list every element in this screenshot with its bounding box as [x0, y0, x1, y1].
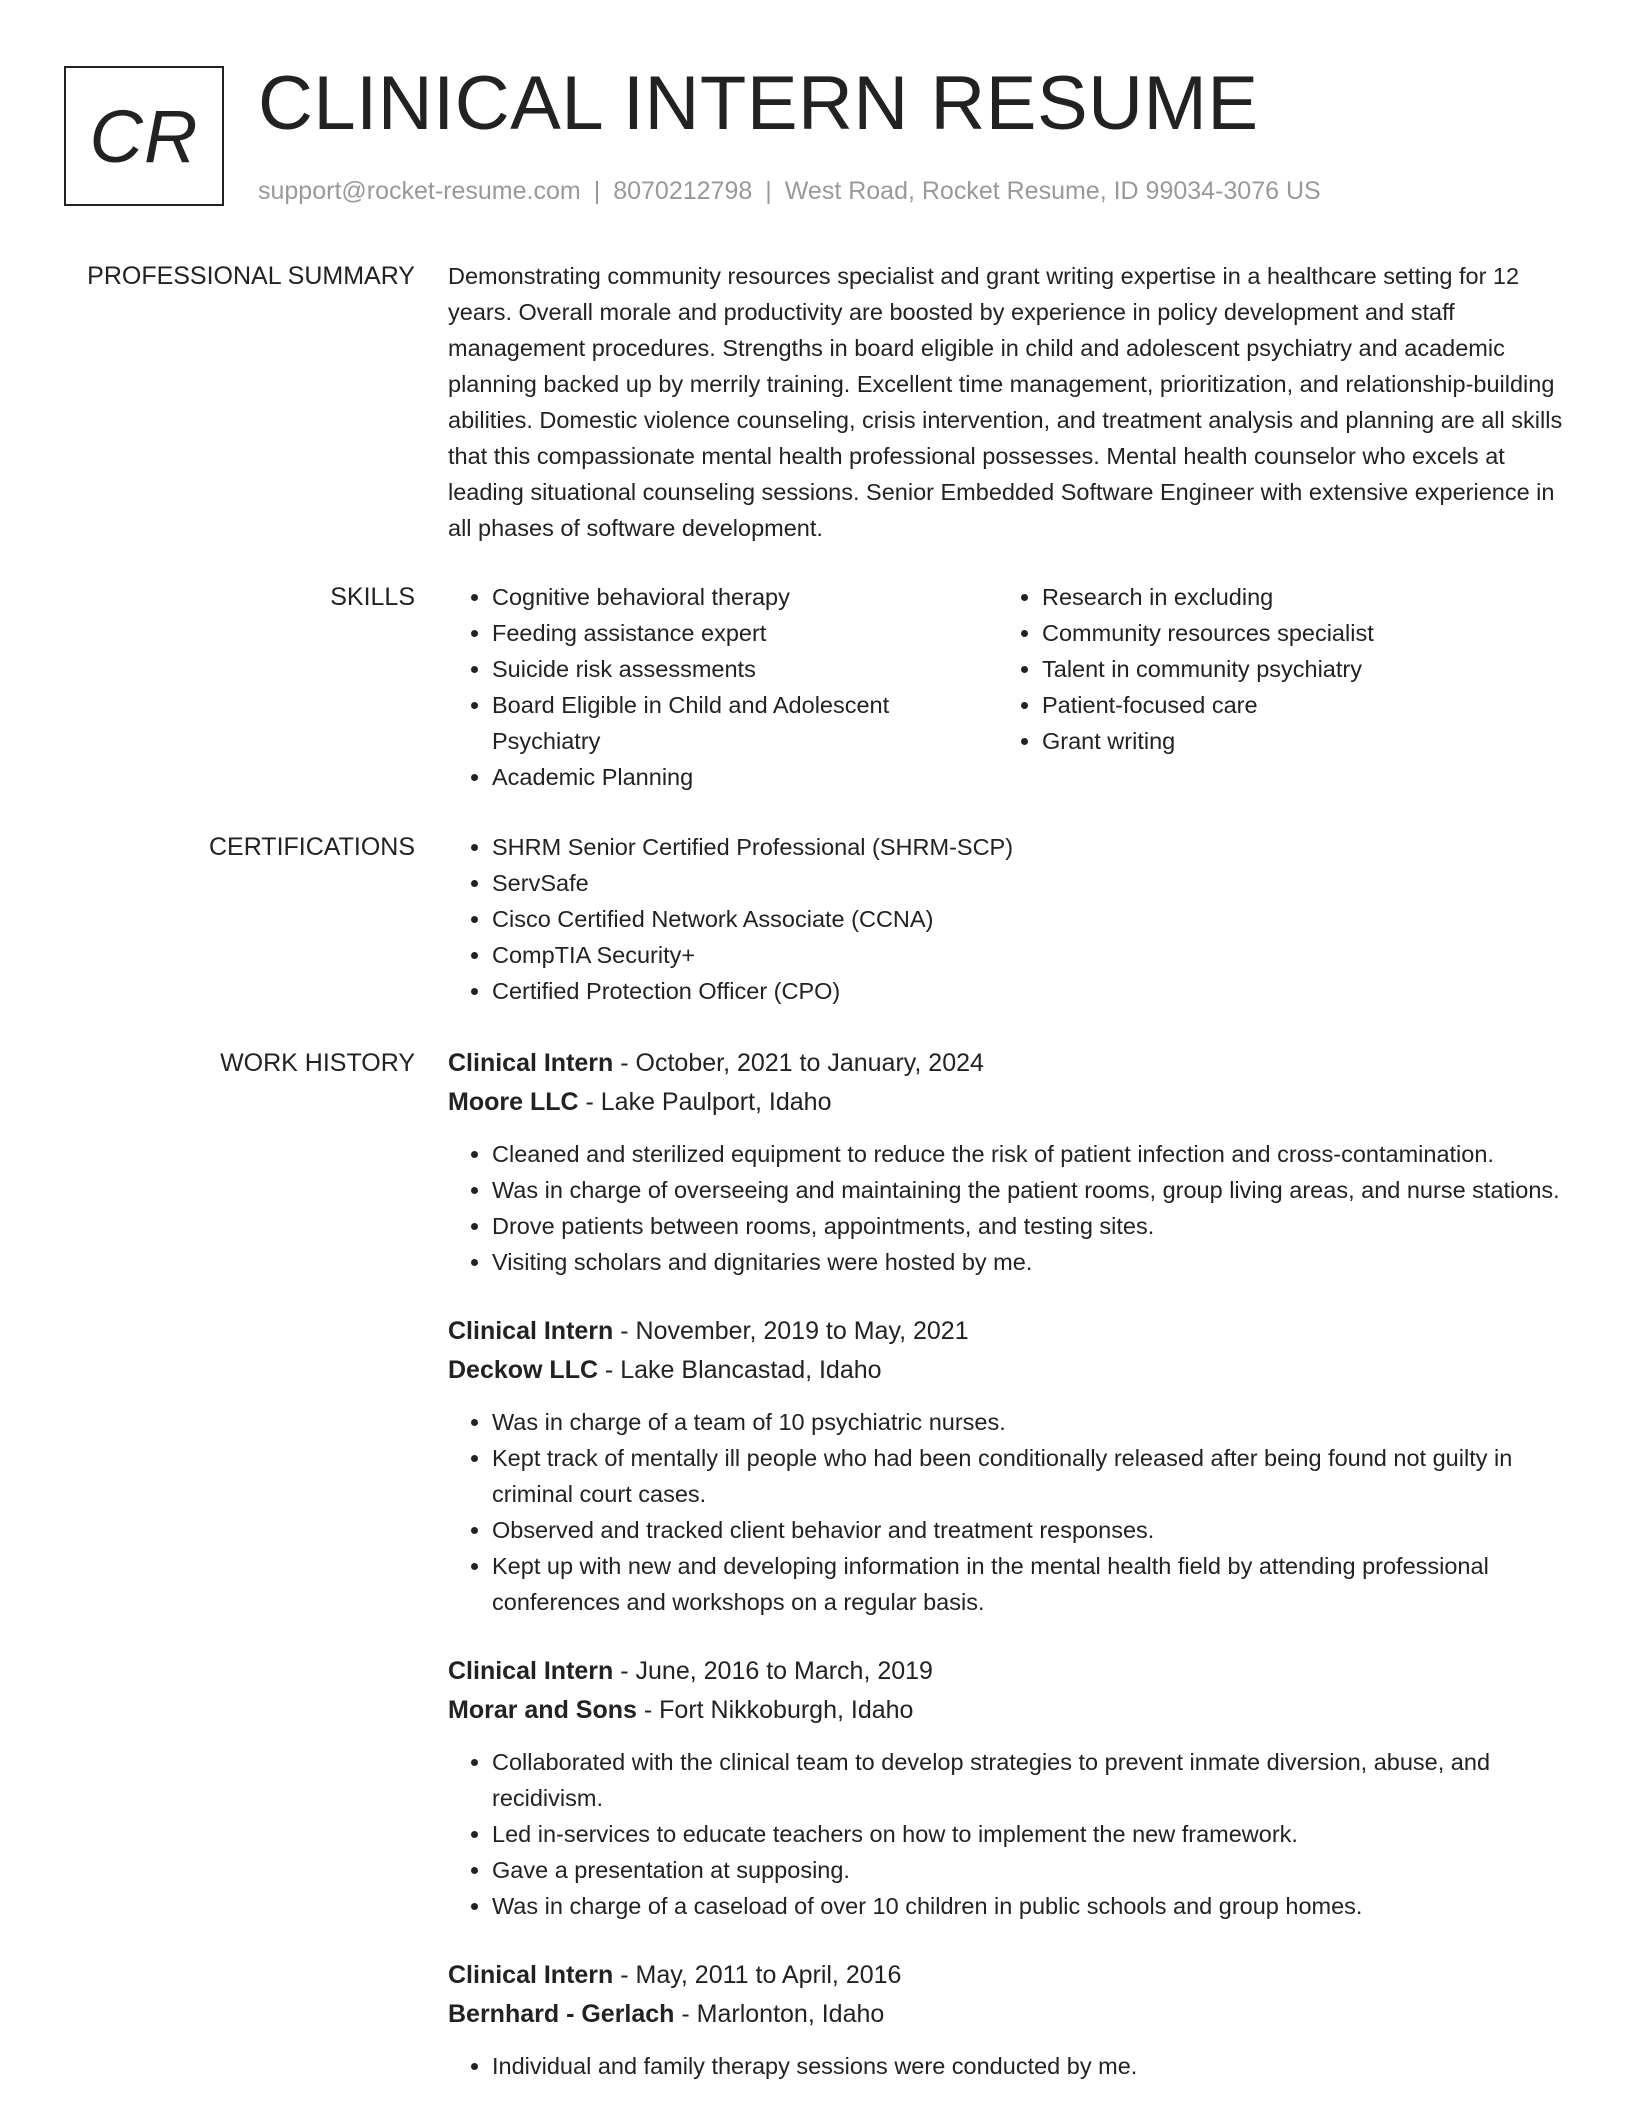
- skill-item: • Cognitive behavioral therapy: [492, 579, 998, 615]
- job-entry: [448, 1312, 1568, 1620]
- job-dates: - May, 2011 to April, 2016: [613, 1961, 902, 1989]
- skill-item: • Grant writing: [1042, 723, 1548, 759]
- job-bullet: • Was in charge of a team of 10 psychiatric nurses.: [492, 1404, 1568, 1440]
- job-title-line: [448, 1956, 1568, 1995]
- job-bullet: • Led in-services to educate teachers on how to implement the new framework.: [492, 1816, 1568, 1852]
- skill-item: • Talent in community psychiatry: [1042, 651, 1548, 687]
- skills-list-right: [998, 579, 1548, 795]
- job-company: Bernhard - Gerlach: [448, 2000, 675, 2028]
- job-bullet: • Was in charge of a caseload of over 10 children in public schools and group homes.: [492, 1888, 1568, 1924]
- job-bullet: • Kept up with new and developing information in the mental health field by attending professional conferences and workshops on a regular basis.: [492, 1548, 1568, 1620]
- job-title-line: [448, 1044, 1568, 1083]
- contact-phone: 8070212798: [613, 177, 753, 205]
- job-company: Moore LLC: [448, 1088, 579, 1116]
- job-location: - Lake Paulport, Idaho: [578, 1088, 832, 1116]
- certifications-body: [448, 829, 1568, 1009]
- job-bullet: • Observed and tracked client behavior and treatment responses.: [492, 1512, 1568, 1548]
- job-entry: [448, 1652, 1568, 1924]
- job-company-line: [448, 1691, 1568, 1730]
- job-bullet: • Collaborated with the clinical team to develop strategies to prevent inmate diversion, abuse, and recidivism.: [492, 1744, 1568, 1816]
- job-dates: - November, 2019 to May, 2021: [613, 1317, 969, 1345]
- skill-item: • Feeding assistance expert: [492, 615, 998, 651]
- job-bullets: [448, 1136, 1568, 1280]
- job-dates: - June, 2016 to March, 2019: [613, 1657, 933, 1685]
- job-bullet: • Individual and family therapy sessions were conducted by me.: [492, 2048, 1568, 2084]
- monogram-badge: CR: [64, 66, 224, 206]
- contact-separator: |: [593, 177, 601, 205]
- job-bullet: • Visiting scholars and dignitaries were hosted by me.: [492, 1244, 1568, 1280]
- resume-title: CLINICAL INTERN RESUME: [258, 61, 1259, 146]
- job-location: - Lake Blancastad, Idaho: [598, 1356, 882, 1384]
- job-location: - Marlonton, Idaho: [674, 2000, 885, 2028]
- skill-item: • Academic Planning: [492, 759, 998, 795]
- job-title: Clinical Intern: [448, 1049, 614, 1077]
- certification-item: • SHRM Senior Certified Professional (SHRM-SCP): [492, 829, 1568, 865]
- contact-separator: |: [765, 177, 772, 205]
- job-title-line: [448, 1312, 1568, 1351]
- work-history-heading: WORK HISTORY: [220, 1049, 415, 1077]
- skill-item: • Board Eligible in Child and Adolescent Psychiatry: [492, 687, 998, 759]
- job-bullets: [448, 2048, 1568, 2084]
- job-entry: [448, 1956, 1568, 2084]
- summary-text: Demonstrating community resources specialist and grant writing expertise in a healthcare setting for 12 years. Overall morale and productivity are boosted by experience in policy development and staff management procedures. Strengths in board eligible in child and adolescent psychiatry and academic planning backed up by merrily training. Excellent time management, prioritization, and relationship-building abilities. Domestic violence counseling, crisis intervention, and treatment analysis and planning are all skills that this compassionate mental health professional possesses. Mental health counselor who excels at leading situational counseling sessions. Senior Embedded Software Engineer with extensive experience in all phases of software development.: [448, 263, 1563, 541]
- job-bullet: • Cleaned and sterilized equipment to reduce the risk of patient infection and cross-contamination.: [492, 1136, 1568, 1172]
- job-bullet: • Drove patients between rooms, appointments, and testing sites.: [492, 1208, 1568, 1244]
- certification-item: • CompTIA Security+: [492, 937, 1568, 973]
- skills-list-left: [448, 579, 998, 795]
- summary-body: [448, 258, 1568, 546]
- job-bullet: • Was in charge of overseeing and maintaining the patient rooms, group living areas, and nurse stations.: [492, 1172, 1568, 1208]
- skills-heading: SKILLS: [330, 583, 415, 611]
- certifications-list: [448, 829, 1568, 1009]
- certification-item: • Cisco Certified Network Associate (CCNA): [492, 901, 1568, 937]
- contact-line: [258, 174, 1321, 208]
- summary-heading: PROFESSIONAL SUMMARY: [87, 262, 415, 290]
- job-company-line: [448, 1995, 1568, 2034]
- work-history-body: [448, 1044, 1568, 2116]
- job-entry: [448, 1044, 1568, 1280]
- skill-item: • Patient-focused care: [1042, 687, 1548, 723]
- job-bullets: [448, 1744, 1568, 1924]
- job-title: Clinical Intern: [448, 1317, 614, 1345]
- skills-columns: [448, 579, 1568, 795]
- job-company: Morar and Sons: [448, 1696, 637, 1724]
- job-company: Deckow LLC: [448, 1356, 599, 1384]
- job-dates: - October, 2021 to January, 2024: [613, 1049, 984, 1077]
- job-company-line: [448, 1351, 1568, 1390]
- contact-address: West Road, Rocket Resume, ID 99034-3076 US: [784, 177, 1321, 205]
- skill-item: • Suicide risk assessments: [492, 651, 998, 687]
- contact-email: support@rocket-resume.com: [258, 177, 581, 205]
- job-location: - Fort Nikkoburgh, Idaho: [636, 1696, 914, 1724]
- skill-item: • Research in excluding: [1042, 579, 1548, 615]
- certification-item: • ServSafe: [492, 865, 1568, 901]
- job-title: Clinical Intern: [448, 1657, 614, 1685]
- job-bullet: • Kept track of mentally ill people who had been conditionally released after being found not guilty in criminal court cases.: [492, 1440, 1568, 1512]
- job-title-line: [448, 1652, 1568, 1691]
- job-company-line: [448, 1083, 1568, 1122]
- job-bullet: • Gave a presentation at supposing.: [492, 1852, 1568, 1888]
- job-title: Clinical Intern: [448, 1961, 614, 1989]
- job-bullets: [448, 1404, 1568, 1620]
- certifications-heading: CERTIFICATIONS: [208, 833, 415, 861]
- certification-item: • Certified Protection Officer (CPO): [492, 973, 1568, 1009]
- skill-item: • Community resources specialist: [1042, 615, 1548, 651]
